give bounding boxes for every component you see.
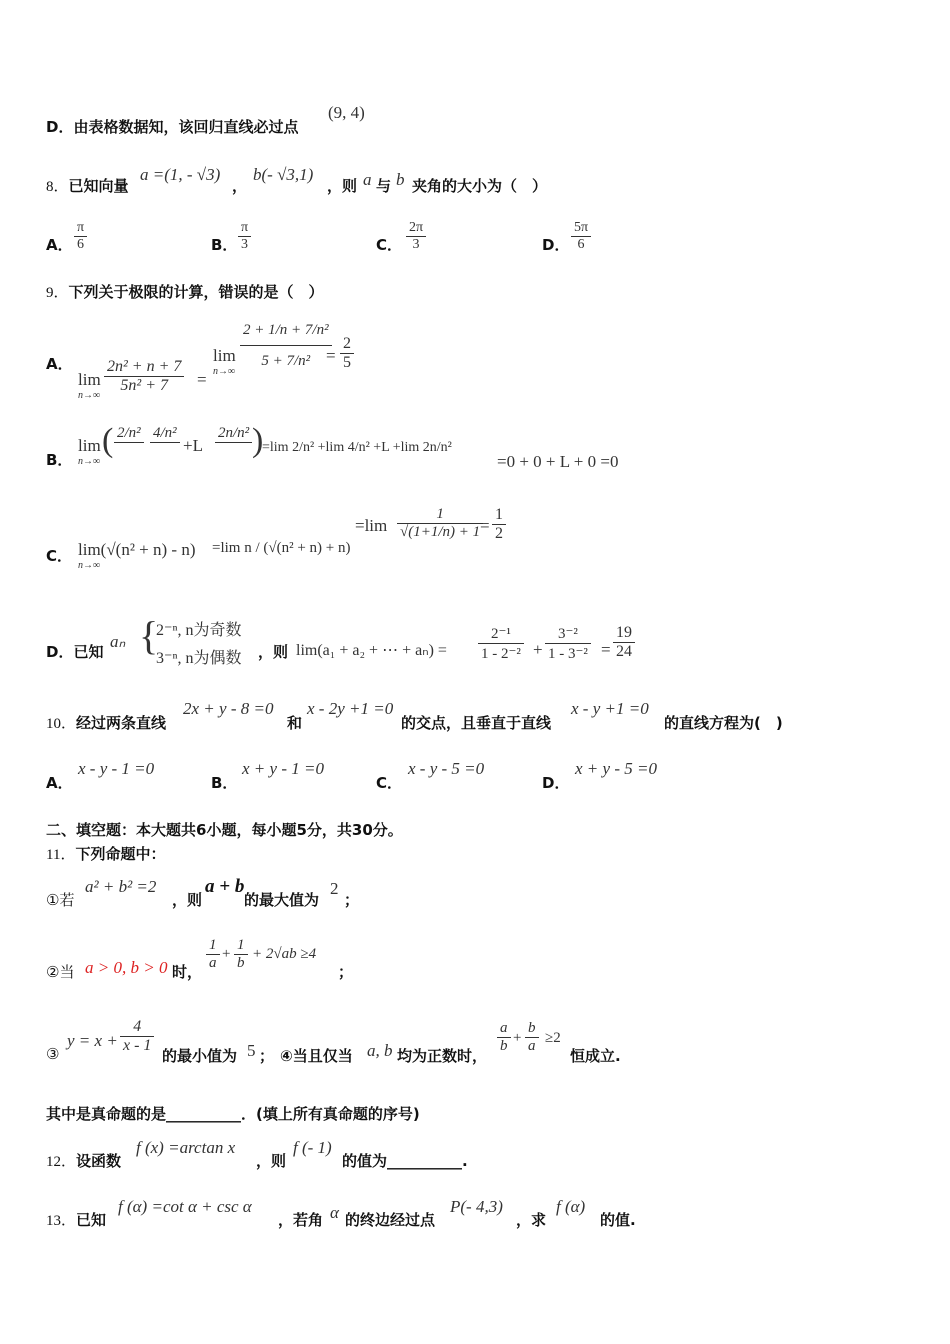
q9-number: 9． bbox=[46, 285, 69, 301]
q9-b-lim-sub: n→∞ bbox=[78, 456, 101, 467]
q9-option-b: B． bbox=[46, 451, 73, 469]
q8-vector-b: b(- √3,1) bbox=[253, 165, 314, 184]
q12-function: f (x) =arctan x bbox=[136, 1138, 236, 1157]
q8-option-a-frac: $\frac{\pi}{6}$ bbox=[74, 220, 87, 253]
q8-stem-a: 已知向量 bbox=[68, 177, 129, 195]
q10-option-a: A． bbox=[46, 774, 73, 792]
q9-c-eq: =lim bbox=[355, 516, 388, 535]
q11-p4-vars: a, b bbox=[367, 1041, 393, 1060]
q8-option-b-frac: $\frac{\pi}{3}$ bbox=[238, 220, 251, 253]
q9-a-eq: = bbox=[197, 370, 207, 389]
q9-b-expr bbox=[118, 440, 152, 441]
q9-b-dots: +L bbox=[183, 436, 203, 455]
q9-d-case1: 2⁻ⁿ, n为奇数 bbox=[156, 622, 242, 639]
q9-a-lim-sub: n→∞ bbox=[78, 390, 101, 401]
q9-b-term3: 2n/n² bbox=[215, 425, 252, 443]
q11-stem-text: 下列命题中： bbox=[75, 845, 166, 863]
q12-post: 的值为__________. bbox=[342, 1152, 468, 1170]
q10-option-d: D． bbox=[542, 774, 570, 792]
q8-option-d: D． bbox=[542, 236, 570, 254]
q9-stem bbox=[46, 281, 324, 302]
q9-stem-text: 下列关于极限的计算，错误的是（ ） bbox=[68, 283, 324, 301]
q10-he: 和 bbox=[287, 714, 303, 732]
q11-p1-end: ； bbox=[344, 891, 360, 909]
q13-function: f (α) =cot α + csc α bbox=[118, 1197, 252, 1216]
q10-option-b: B． bbox=[211, 774, 238, 792]
q9-a-lim: lim bbox=[78, 370, 101, 389]
q7-point: (9, 4) bbox=[328, 103, 365, 122]
q10-option-b-eq: x + y - 1 =0 bbox=[242, 759, 324, 778]
q11-p3-frac: $\frac{4}{x - 1}$ bbox=[120, 1018, 154, 1055]
q11-p4-mid: 均为正数时， bbox=[397, 1047, 488, 1065]
q8-vector-a: a =(1, - √3) bbox=[140, 165, 221, 184]
q8-stem-b: ，则 bbox=[327, 177, 358, 195]
q10-stem-b: 的交点，且垂直于直线 bbox=[401, 714, 552, 732]
q9-d-brace: { bbox=[139, 613, 159, 658]
q11-p3-end: ； bbox=[259, 1047, 275, 1065]
q8-option-b: B． bbox=[211, 236, 238, 254]
q8-option-c: C． bbox=[376, 236, 403, 254]
q9-a-lim2-sub: n→∞ bbox=[213, 366, 236, 377]
q10-line2: x - 2y +1 =0 bbox=[307, 699, 394, 718]
q8-option-c-frac: $\frac{2\pi}{3}$ bbox=[406, 220, 426, 253]
q9-d-plus: + bbox=[533, 640, 543, 659]
q9-a-result: $\frac{2}{5}$ bbox=[340, 335, 354, 372]
q11-p2-end: ； bbox=[338, 963, 354, 981]
q9-d-then: ，则 bbox=[258, 643, 289, 661]
q10-option-d-eq: x + y - 5 =0 bbox=[575, 759, 657, 778]
q9-d-f2: $\frac{\text{3⁻²}}{\text{1 - 3⁻²}}$ bbox=[545, 624, 591, 663]
q11-p4-post: 恒成立. bbox=[570, 1047, 621, 1065]
q11-p1-val: 2 bbox=[330, 879, 339, 898]
q8-option-a: A． bbox=[46, 236, 73, 254]
q11-p2-mid: 时， bbox=[172, 963, 203, 981]
q8-yu: 与 bbox=[376, 177, 392, 195]
q9-a-lim2: lim bbox=[213, 346, 236, 365]
q13-point: P(- 4,3) bbox=[450, 1197, 503, 1216]
q11-p3-expr: y = x + bbox=[67, 1031, 118, 1050]
q11-stem bbox=[46, 843, 165, 864]
q9-option-d: D．已知 bbox=[46, 643, 104, 661]
q9-c-lim-sub: n→∞ bbox=[78, 560, 101, 571]
q9-a-eq2: = bbox=[326, 346, 336, 365]
q9-c-result: $\frac{1}{2}$ bbox=[492, 506, 506, 543]
q8-b: b bbox=[396, 170, 405, 189]
q11-p4-frac1: $\frac{a}{b}$ bbox=[497, 1020, 511, 1055]
q10-stem-a bbox=[46, 712, 166, 733]
q11-p2-pre: ②当 bbox=[46, 963, 75, 981]
q10-option-c: C． bbox=[376, 774, 403, 792]
q11-p4-ge: ≥2 bbox=[545, 1030, 561, 1046]
q8-number: 8． bbox=[46, 179, 69, 195]
q11-p1-mid: ，则 bbox=[172, 891, 203, 909]
q9-option-c: C． bbox=[46, 547, 73, 565]
q10-option-c-eq: x - y - 5 =0 bbox=[408, 759, 485, 778]
q9-option-a: A． bbox=[46, 355, 73, 373]
q9-d-eq: = bbox=[601, 640, 611, 659]
q9-d-result: $\frac{19}{24}$ bbox=[613, 624, 635, 661]
q12-fx: f (- 1) bbox=[293, 1138, 332, 1157]
q10-option-a-eq: x - y - 1 =0 bbox=[78, 759, 155, 778]
q9-b-rparen: ) bbox=[252, 422, 264, 459]
q13-mid2: 的终边经过点 bbox=[345, 1211, 436, 1229]
q11-p4-pre: ④当且仅当 bbox=[280, 1047, 353, 1065]
q11-p1-post: 的最大值为 bbox=[244, 891, 320, 909]
q9-a-inner-frac: $\frac{\text{2 + 1/n + 7/n²}}{\text{5 + 7/n²}}$ bbox=[240, 315, 332, 376]
q11-p3-post: 的最小值为 bbox=[162, 1047, 238, 1065]
q13-fa: f (α) bbox=[556, 1197, 586, 1216]
q12-number: 12． bbox=[46, 1154, 77, 1170]
q9-b-lim: lim bbox=[78, 436, 101, 455]
q13-mid: ，若角 bbox=[278, 1211, 324, 1229]
q9-b-lparen: ( bbox=[102, 422, 114, 459]
q13-pre bbox=[46, 1209, 106, 1230]
q10-number: 10． bbox=[46, 716, 77, 732]
q11-p4-plus: + bbox=[513, 1030, 522, 1046]
q8-option-d-frac: $\frac{5\pi}{6}$ bbox=[571, 220, 591, 253]
q9-c-mid: =lim n / (√(n² + n) + n) bbox=[212, 540, 351, 556]
q11-number: 11． bbox=[46, 847, 76, 863]
q11-p3-val: 5 bbox=[247, 1041, 256, 1060]
q9-c-frac: $\frac{1}{√(1+1/n) + 1}$ bbox=[397, 506, 483, 541]
q11-p1-eq: a² + b² =2 bbox=[85, 877, 157, 896]
q9-c-eq2: = bbox=[480, 516, 490, 535]
q9-d-f1: $\frac{\text{2⁻¹}}{\text{1 - 2⁻²}}$ bbox=[478, 624, 524, 663]
q13-number: 13． bbox=[46, 1213, 77, 1229]
q8-stem bbox=[46, 175, 129, 196]
q11-p2-frac1: $\frac{1}{a}$ bbox=[206, 937, 220, 972]
q8-comma: ， bbox=[232, 177, 248, 195]
q11-p2-cond: a > 0, b > 0 bbox=[85, 958, 168, 977]
q9-c-lhs: lim(√(n² + n) - n) bbox=[78, 540, 196, 559]
q8-a: a bbox=[363, 170, 372, 189]
q10-line1: 2x + y - 8 =0 bbox=[183, 699, 274, 718]
q9-b-rhs: =0 + 0 + L + 0 =0 bbox=[497, 452, 619, 471]
q11-p3-pre: ③ bbox=[46, 1045, 60, 1063]
q11-p2-expr: + 2√ab ≥4 bbox=[252, 946, 317, 962]
q9-b-term1: 2/n² bbox=[114, 425, 144, 443]
q13-mid3: ，求 bbox=[516, 1211, 547, 1229]
q9-d-case2: 3⁻ⁿ, n为偶数 bbox=[156, 650, 242, 667]
q13-pre-text: 已知 bbox=[76, 1211, 107, 1229]
q12-pre bbox=[46, 1150, 121, 1171]
q11-p4-frac2: $\frac{b}{a}$ bbox=[525, 1020, 539, 1055]
q10-stem-c: 的直线方程为( ) bbox=[664, 714, 783, 732]
q9-d-an: aₙ bbox=[110, 632, 126, 651]
q8-stem-c: 夹角的大小为（ ） bbox=[412, 177, 548, 195]
q11-p2-frac2: $\frac{1}{b}$ bbox=[234, 937, 248, 972]
q9-b-term2: 4/n² bbox=[150, 425, 180, 443]
q7-option-d: D．由表格数据知，该回归直线必过点 bbox=[46, 118, 299, 136]
q9-b-split: =lim 2/n² +lim 4/n² +L +lim 2n/n² bbox=[262, 440, 452, 455]
q13-alpha: α bbox=[330, 1203, 339, 1222]
q11-p2-plus: + bbox=[222, 946, 231, 962]
q10-line3: x - y +1 =0 bbox=[571, 699, 649, 718]
q9-a-frac: $\frac{\text{2n² + n + 7}}{\text{5n² + 7}}$ bbox=[104, 358, 184, 395]
q12-mid: ，则 bbox=[256, 1152, 287, 1170]
q11-answer-line: 其中是真命题的是__________．(填上所有真命题的序号) bbox=[46, 1105, 420, 1123]
q11-p1-ab: a + b bbox=[205, 876, 245, 897]
q10-stem-a-text: 经过两条直线 bbox=[76, 714, 167, 732]
q9-d-lim: lim(a₁ + a₂ + ⋯ + aₙ) = bbox=[296, 642, 447, 659]
section-2-heading: 二、填空题：本大题共6小题，每小题5分，共30分。 bbox=[46, 821, 403, 839]
q12-pre-text: 设函数 bbox=[76, 1152, 122, 1170]
q13-post: 的值. bbox=[600, 1211, 636, 1229]
q11-p1-pre: ①若 bbox=[46, 891, 75, 909]
